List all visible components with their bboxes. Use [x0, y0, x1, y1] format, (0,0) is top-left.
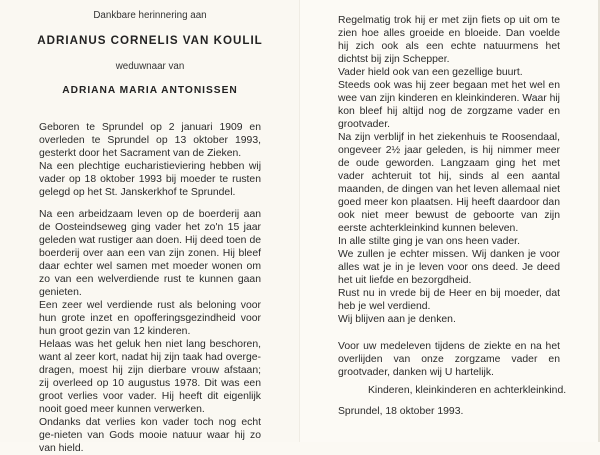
birth-death-text: Geboren te Sprundel op 2 januari 1909 en overleden te Sprundel op 13 oktober 1993, gesterkt door het Sacrament van de Zieken.: [39, 122, 261, 159]
memories-paragraph: [338, 14, 560, 326]
memory-text-8: Wij blijven aan je denken.: [338, 314, 456, 325]
memory-text-7: Rust nu in vrede bij de Heer en bij moeder, dat heb je wel verdiend.: [338, 288, 560, 312]
spouse-name: ADRIANA MARIA ANTONISSEN: [62, 85, 238, 96]
life-text-3: Helaas was het geluk hen niet lang beschoren, want al zeer kort, nadat hij zijn taak had overge-dragen, moest hij zijn dierbare vrouw afstaan; zij overleed op 10 augustus 1978. Dit was een groot verlies voor vader. Hij heeft dit eigenlijk nooit goed meer kunnen verwerken.: [39, 339, 261, 415]
life-text-1: Na een arbeidzaam leven op de boerderij aan de Oosteindseweg ging vader het zo'n 15 jaar geleden wat rustiger aan doen. Hij deed toen de boerderij over aan een van zijn zonen. Hij bleef daar echter wel samen met moeder wonen om zo van een welverdiende rust te kunnen gaan genieten.: [39, 209, 261, 298]
right-page: [300, 0, 600, 442]
memory-text-3: Steeds ook was hij zeer begaan met het wel en wee van zijn kinderen en kleinkinderen. Waar hij kon bleef hij altijd nog de zorgzame vader en grootvader.: [338, 80, 560, 130]
relation-text: weduwnaar van: [115, 61, 185, 72]
deceased-name: ADRIANUS CORNELIS VAN KOULIL: [37, 34, 263, 47]
memory-text-4: Na zijn verblijf in het ziekenhuis te Roosendaal, ongeveer 2½ jaar geleden, is hij nimmer meer de oude geworden. Langzaam ging het met vader achteruit tot hij, sinds al een aantal maanden, de dingen van het leven allemaal niet goed meer kon plaatsen. Hij heeft daardoor dan ook niet meer bewust de geboorte van zijn eerste achterkleinkind kunnen beleven.: [338, 132, 560, 234]
signature: Kinderen, kleinkinderen en achterkleinkind.: [368, 385, 567, 396]
birth-death-paragraph: [39, 121, 261, 199]
life-text-4: Ondanks dat verlies kon vader toch nog echt ge-nieten van Gods mooie natuur waar hij zo van hield.: [39, 417, 261, 454]
left-page: [0, 0, 300, 454]
place-date: Sprundel, 18 oktober 1993.: [338, 406, 464, 417]
funeral-text: Na een plechtige eucharistieviering hebben wij vader op 18 oktober 1993 bij moeder te rusten gelegd op het St. Janskerkhof te Sprundel.: [39, 161, 261, 198]
memory-text-5: In alle stilte ging je van ons heen vader.: [338, 236, 520, 247]
thanks-paragraph: Voor uw medeleven tijdens de ziekte en na het overlijden van onze zorgzame vader en grootvader, danken wij U hartelijk.: [338, 341, 560, 378]
memory-text-2: Vader hield ook van een gezellige buurt.: [338, 67, 523, 78]
intro-text: Dankbare herinnering aan: [93, 10, 207, 21]
memory-text-1: Regelmatig trok hij er met zijn fiets op uit om te zien hoe alles groeide en bloeide. Dan voelde hij zich ook als een echte natuurmens het dichtst bij zijn Schepper.: [338, 15, 560, 65]
life-text-2: Een zeer wel verdiende rust als beloning voor hun grote inzet en opofferingsgezindheid voor hun groot gezin van 12 kinderen.: [39, 300, 261, 337]
life-paragraph: [39, 208, 261, 455]
memory-text-6: We zullen je echter missen. Wij danken je voor alles wat je in je leven voor ons deed. Je deed het uit liefde en bezorgdheid.: [338, 249, 560, 286]
fold-line: [299, 0, 300, 442]
